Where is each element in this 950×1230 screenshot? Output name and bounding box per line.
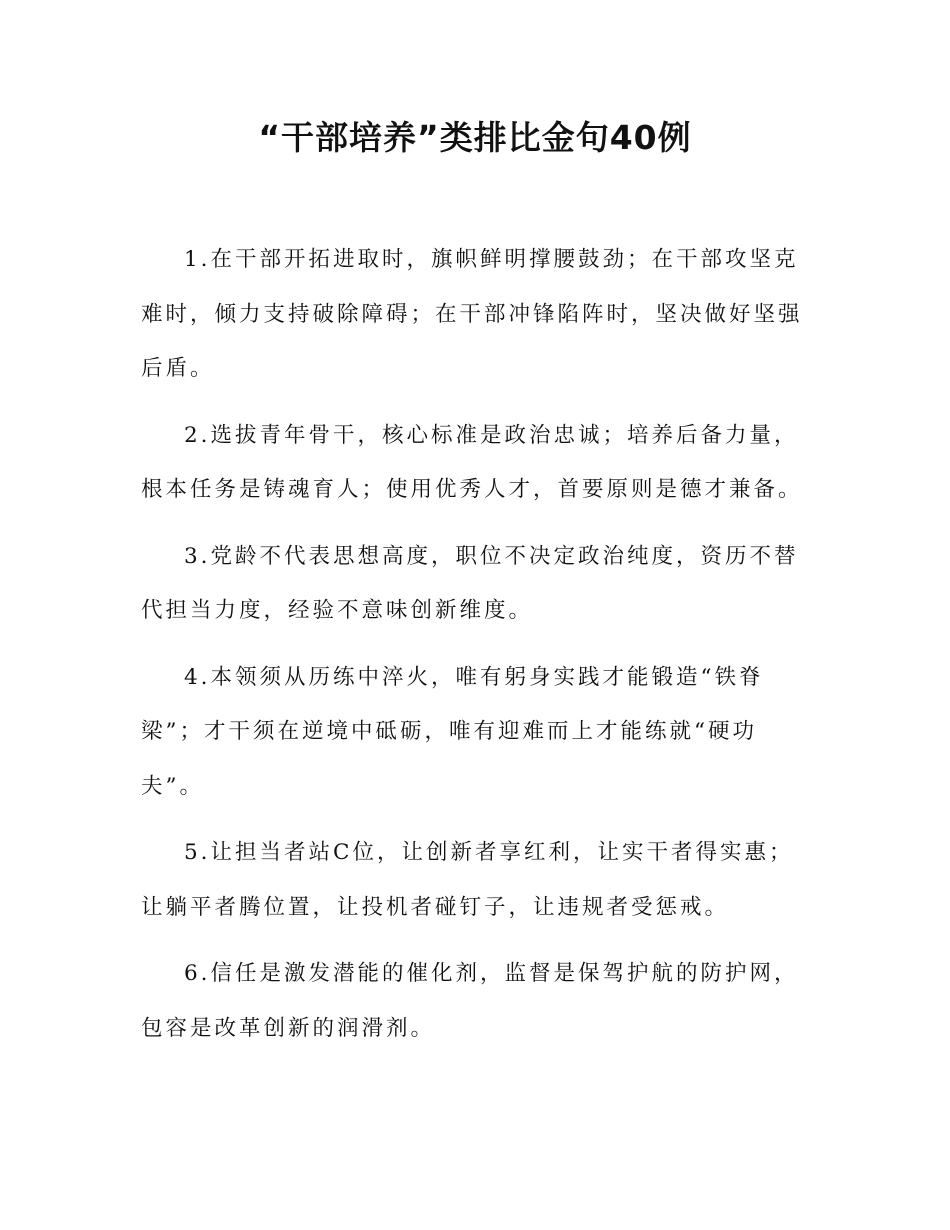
- paragraph-2: 2.选拔青年骨干，核心标准是政治忠诚；培养后备力量，根本任务是铸魂育人；使用优秀人才，首要原则是德才兼备。: [141, 422, 803, 502]
- paragraph-1: 1.在干部开拓进取时，旗帜鲜明撑腰鼓劲；在干部攻坚克难时，倾力支持破除障碍；在干部冲锋陷阵时，坚决做好坚强后盾。: [141, 247, 803, 381]
- paragraph-4: 4.本领须从历练中淬火，唯有躬身实践才能锻造“铁脊梁”；才干须在逆境中砥砺，唯有迎难而上才能练就“硬功夫”。: [141, 664, 764, 799]
- document-title: “干部培养”类排比金句40例: [258, 118, 692, 157]
- paragraph-3: 3.党龄不代表思想高度，职位不决定政治纯度，资历不替代担当力度，经验不意味创新维度。: [141, 543, 799, 623]
- document-body: [141, 233, 813, 1068]
- paragraph-6: 6.信任是激发潜能的催化剂，监督是保驾护航的防护网，包容是改革创新的润滑剂。: [141, 961, 799, 1041]
- paragraph-5: 5.让担当者站C位，让创新者享红利，让实干者得实惠；让躺平者腾位置，让投机者碰钉子，让违规者受惩戒。: [141, 840, 794, 920]
